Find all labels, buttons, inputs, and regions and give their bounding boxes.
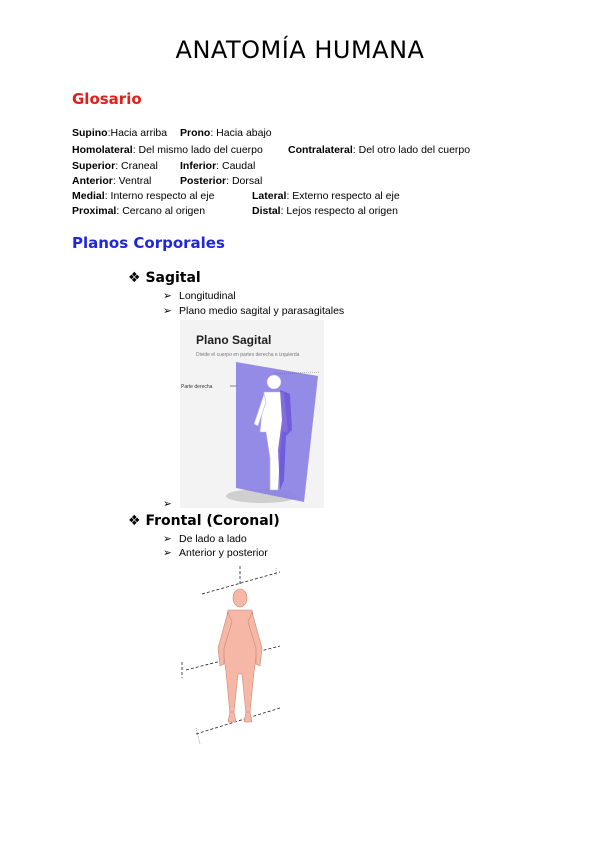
term-homolateral: Homolateral	[72, 144, 133, 156]
term-lateral: Lateral	[252, 190, 287, 202]
list-item	[163, 305, 344, 317]
def-homolateral: : Del mismo lado del cuerpo	[132, 144, 263, 156]
def-distal: : Lejos respecto al origen	[280, 205, 398, 217]
term-proximal: Proximal	[72, 205, 117, 217]
term-supino: Supino	[72, 127, 108, 139]
frontal-heading	[128, 513, 280, 529]
arrow-bullet-icon: ➢	[163, 290, 172, 302]
def-inferior: : Caudal	[216, 160, 256, 172]
arrow-bullet-icon: ➢	[163, 547, 172, 559]
term-superior: Superior	[72, 160, 116, 172]
glossary-heading: Glosario	[72, 90, 142, 108]
term-posterior: Posterior	[180, 175, 227, 187]
term-prono: Prono	[180, 127, 211, 139]
sagital-heading-text: Sagital	[145, 270, 201, 286]
term-anterior: Anterior	[72, 175, 113, 187]
list-item	[163, 533, 247, 545]
def-anterior: : Ventral	[112, 175, 152, 187]
def-supino: :Hacia arriba	[107, 127, 168, 139]
list-item-text: Anterior y posterior	[179, 547, 268, 559]
figure-label: Parte derecha	[181, 384, 213, 390]
list-item-text: Plano medio sagital y parasagitales	[179, 305, 345, 317]
diamond-bullet-icon: ❖	[128, 270, 141, 286]
def-superior: : Craneal	[115, 160, 158, 172]
figure-caption: Divide el cuerpo en partes derecha e izquierda	[196, 352, 300, 358]
arrow-bullet-icon: ➢	[163, 498, 172, 510]
def-lateral: : Externo respecto al eje	[286, 190, 400, 202]
arrow-bullet-icon: ➢	[163, 533, 172, 545]
term-contralateral: Contralateral	[288, 144, 353, 156]
def-proximal: : Cercano al origen	[116, 205, 206, 217]
def-contralateral: : Del otro lado del cuerpo	[352, 144, 471, 156]
frontal-plane-figure	[176, 562, 296, 746]
list-item	[163, 290, 236, 302]
list-item-text: Longitudinal	[179, 290, 236, 302]
sagittal-plane-figure	[180, 320, 324, 508]
page-title: ANATOMÍA HUMANA	[175, 36, 425, 64]
planes-heading: Planos Corporales	[72, 234, 225, 252]
def-prono: : Hacia abajo	[210, 127, 272, 139]
list-item	[163, 547, 268, 559]
term-inferior: Inferior	[180, 160, 217, 172]
arrow-bullet-icon: ➢	[163, 305, 172, 317]
term-medial: Medial	[72, 190, 105, 202]
term-distal: Distal	[252, 205, 281, 217]
figure-title: Plano Sagital	[196, 333, 272, 347]
diamond-bullet-icon: ❖	[128, 513, 141, 529]
list-item-text: De lado a lado	[179, 533, 247, 545]
list-item	[163, 498, 179, 510]
def-posterior: : Dorsal	[226, 175, 263, 187]
sagital-heading	[128, 270, 201, 286]
frontal-heading-text: Frontal (Coronal)	[145, 513, 280, 529]
def-medial: : Interno respecto al eje	[104, 190, 215, 202]
